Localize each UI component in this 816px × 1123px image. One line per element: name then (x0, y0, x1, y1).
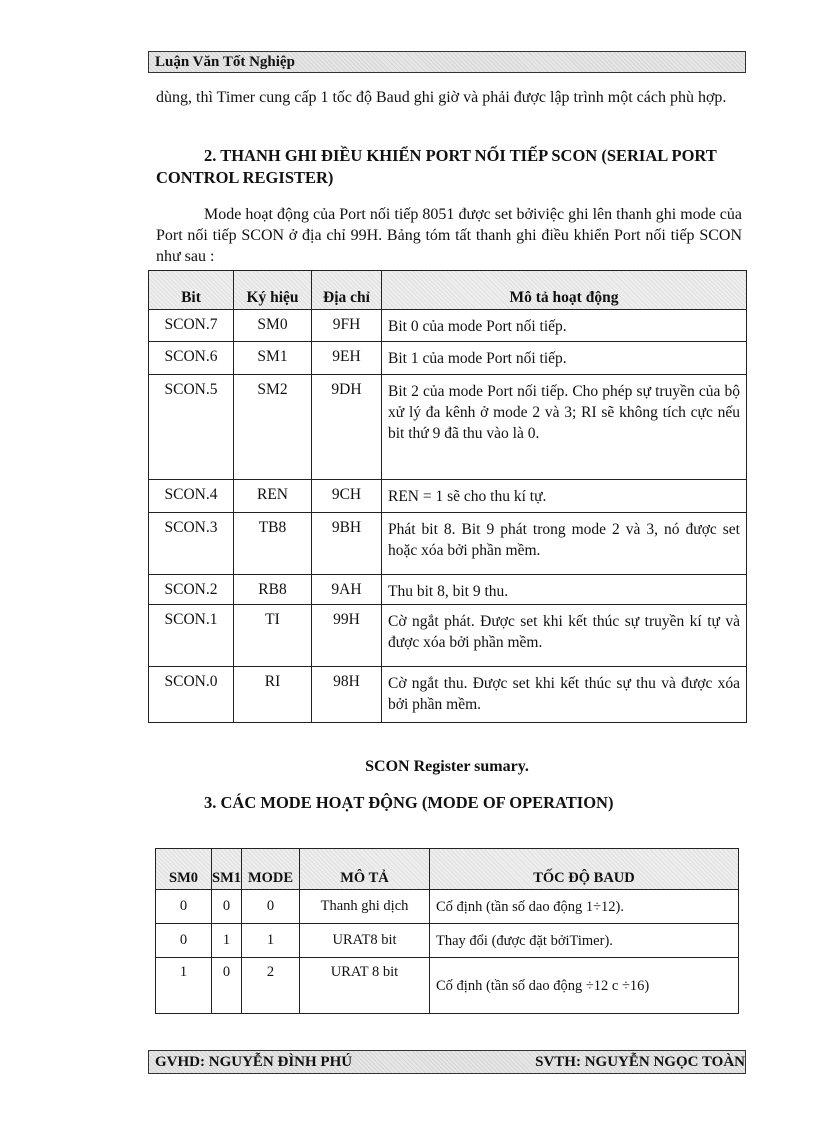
cell-bit: SCON.3 (149, 513, 234, 575)
cell-symbol: RI (234, 667, 312, 723)
cell-bit: SCON.5 (149, 375, 234, 480)
cell-address: 99H (312, 605, 382, 667)
cell-bit: SCON.2 (149, 575, 234, 605)
table-caption: SCON Register sumary. (365, 758, 529, 775)
cell-description: Bit 2 của mode Port nối tiếp. Cho phép sự truyền của bộ xử lý đa kênh ở mode 2 và 3; RI sẽ không tích cực nếu bit thứ 9 đã thu vào là 0. (382, 375, 747, 480)
header-title: Luận Văn Tốt Nghiệp (155, 54, 295, 70)
intro-paragraph: dùng, thì Timer cung cấp 1 tốc độ Baud ghi giờ và phải được lập trình một cách phù hợp. (156, 89, 727, 106)
col-header-mode: MODE (242, 849, 300, 890)
table-row (156, 890, 739, 924)
col-header-symbol: Ký hiệu (234, 271, 312, 310)
mode-table-header (156, 849, 739, 890)
cell-description: URAT 8 bit (300, 958, 430, 1014)
cell-sm1: 0 (212, 958, 242, 1014)
cell-address: 9CH (312, 480, 382, 513)
cell-description: Bit 1 của mode Port nối tiếp. (382, 342, 747, 375)
col-header-sm0: SM0 (156, 849, 212, 890)
cell-baud-rate: Cố định (tần số dao động 1÷12). (430, 890, 739, 924)
cell-address: 9DH (312, 375, 382, 480)
section-2-paragraph: Mode hoạt động của Port nối tiếp 8051 được set bởiviệc ghi lên thanh ghi mode của Port nối tiếp SCON ở địa chỉ 99H. Bảng tóm tất thanh ghi điều khiển Port nối tiếp SCON như sau : (156, 206, 742, 265)
scon-table (148, 270, 747, 723)
page-footer (148, 1050, 746, 1074)
cell-sm0: 0 (156, 924, 212, 958)
section-2-heading: 2. THANH GHI ĐIỀU KHIỂN PORT NỐI TIẾP SCON (SERIAL PORT CONTROL REGISTER) (156, 146, 717, 187)
cell-symbol: SM2 (234, 375, 312, 480)
cell-sm1: 0 (212, 890, 242, 924)
table-row (149, 310, 747, 342)
cell-bit: SCON.6 (149, 342, 234, 375)
cell-bit: SCON.0 (149, 667, 234, 723)
cell-description: Bit 0 của mode Port nối tiếp. (382, 310, 747, 342)
table-row (149, 575, 747, 605)
cell-description: Thanh ghi dịch (300, 890, 430, 924)
cell-sm0: 0 (156, 890, 212, 924)
cell-address: 9EH (312, 342, 382, 375)
footer-student: SVTH: NGUYỄN NGỌC TOÀN (535, 1054, 745, 1070)
cell-address: 98H (312, 667, 382, 723)
cell-sm0: 1 (156, 958, 212, 1014)
page-header (148, 51, 746, 73)
cell-sm1: 1 (212, 924, 242, 958)
col-header-bit: Bit (149, 271, 234, 310)
table-row (149, 375, 747, 480)
cell-description: URAT8 bit (300, 924, 430, 958)
cell-address: 9AH (312, 575, 382, 605)
col-header-sm1: SM1 (212, 849, 242, 890)
table-row (149, 342, 747, 375)
table-row (156, 924, 739, 958)
cell-bit: SCON.4 (149, 480, 234, 513)
cell-symbol: REN (234, 480, 312, 513)
cell-mode: 0 (242, 890, 300, 924)
footer-advisor: GVHD: NGUYỄN ĐÌNH PHÚ (155, 1054, 353, 1070)
table-row (149, 605, 747, 667)
table-row (149, 480, 747, 513)
cell-description: REN = 1 sẽ cho thu kí tự. (382, 480, 747, 513)
table-row (149, 513, 747, 575)
cell-bit: SCON.1 (149, 605, 234, 667)
cell-description: Cờ ngắt thu. Được set khi kết thúc sự thu và được xóa bởi phần mềm. (382, 667, 747, 723)
cell-symbol: SM1 (234, 342, 312, 375)
section-3-heading: 3. CÁC MODE HOẠT ĐỘNG (MODE OF OPERATION) (204, 793, 614, 812)
col-header-baud-rate: TỐC ĐỘ BAUD (430, 849, 739, 890)
cell-mode: 1 (242, 924, 300, 958)
table-row (156, 958, 739, 1014)
cell-bit: SCON.7 (149, 310, 234, 342)
col-header-address: Địa chỉ (312, 271, 382, 310)
scon-table-header (149, 271, 747, 310)
cell-symbol: TB8 (234, 513, 312, 575)
cell-baud-rate: Cố định (tần số dao động ÷12 c ÷16) (430, 958, 739, 1014)
col-header-description: Mô tả hoạt động (382, 271, 747, 310)
cell-description: Thu bit 8, bit 9 thu. (382, 575, 747, 605)
cell-description: Phát bit 8. Bit 9 phát trong mode 2 và 3, nó được set hoặc xóa bởi phần mềm. (382, 513, 747, 575)
cell-mode: 2 (242, 958, 300, 1014)
cell-symbol: TI (234, 605, 312, 667)
table-row (149, 667, 747, 723)
cell-baud-rate: Thay đổi (được đặt bởiTimer). (430, 924, 739, 958)
col-header-description: MÔ TẢ (300, 849, 430, 890)
cell-address: 9FH (312, 310, 382, 342)
cell-symbol: RB8 (234, 575, 312, 605)
mode-table (155, 848, 739, 1014)
cell-description: Cờ ngắt phát. Được set khi kết thúc sự truyền kí tự và được xóa bởi phần mềm. (382, 605, 747, 667)
cell-address: 9BH (312, 513, 382, 575)
cell-symbol: SM0 (234, 310, 312, 342)
